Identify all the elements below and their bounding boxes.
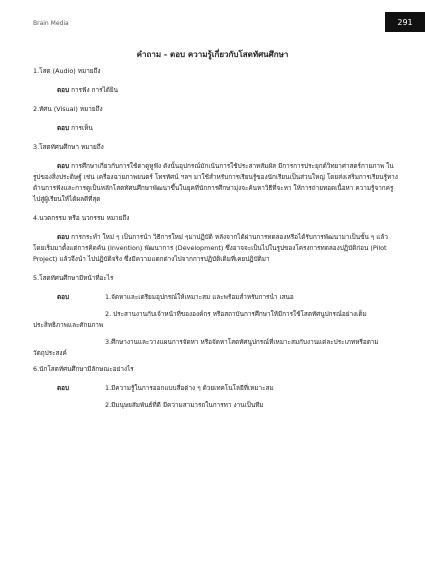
list-item-text: 1.จัดหาและเตรียมอุปกรณ์ให้เหมาะสม และพร้อมสำหรับการนำ เสนอ — [105, 293, 294, 301]
answer-2 — [33, 123, 398, 134]
list-item-text: 2. ประสานงานกับเจ้าหน้าที่ขององค์กร หรือสถาบันการศึกษาให้มีการใช้โสตทัศนูปกรณ์อย่างเต็มประสิทธิภาพและศักยภาพ — [33, 310, 367, 329]
answer-6-item-2 — [33, 400, 398, 411]
answer-label: ตอบ — [57, 293, 70, 301]
document-body — [33, 67, 398, 417]
answer-5-item-1 — [33, 292, 398, 303]
answer-3 — [33, 161, 398, 205]
answer-label: ตอบ — [57, 86, 70, 94]
list-item-text: 1.มีความรู้ในการออกแบบสื่อต่าง ๆ ด้วยเทคโนโลยีที่เหมาะสม — [105, 384, 274, 392]
question-5: 5.โสตทัศนศึกษามีหน้าที่อะไร — [33, 274, 114, 282]
answer-6-item-1 — [33, 383, 398, 394]
question-6: 6.นักโสตทัศนศึกษามีลักษณะอย่างไร — [33, 365, 134, 373]
answer-text: การกระทำ ใหม่ ๆ เป็นการนำ วิธีการใหม่ ๆมาปฏิบัติ หลังจากได้ผ่านการทดลองหรือได้รับการพัฒนามาเป็นขั้น ๆ แล้ว โดยเริ่มมาตั้งแต่การคิดค้น (Invention) พัฒนาการ (Development) ซึ่งอาจจะเป็นไปในรูปของโครงการทดลองปฏิบัติก่อน (Pilot Project) แล้วจึงนำ ไปปฏิบัติจริง ซึ่งมีความแตกต่างไปจากการปฏิบัติเดิมที่เคยปฏิบัติมา — [33, 233, 388, 263]
answer-5-item-3 — [33, 337, 398, 359]
answer-label: ตอบ — [57, 384, 70, 392]
question-1: 1.โสต (Audio) หมายถึง — [33, 67, 101, 75]
question-3: 3.โสตทัศนศึกษา หมายถึง — [33, 143, 104, 151]
list-item-text: 2.มีมนุษยสัมพันธ์ที่ดี มีความสามารถในการทา งานเป็นทีม — [105, 401, 264, 409]
header-brand: Brain Media — [33, 20, 69, 27]
answer-text: การเห็น — [71, 124, 93, 132]
answer-text: การฟัง การได้ยิน — [71, 86, 119, 94]
answer-label: ตอบ — [57, 233, 70, 241]
page-number-badge: 291 — [385, 12, 425, 32]
answer-label: ตอบ — [57, 124, 70, 132]
question-2: 2.ทัศน (Visual) หมายถึง — [33, 105, 103, 113]
answer-text: การศึกษาเกี่ยวกับการใช้ตาดูหูฟัง ดังนั้นอุปกรณ์มักเน้นการใช้ประสาทสัมผัส มีการการประยุกต์วิทยาศาสตร์กายภาพ ในรูปของสิ่งประดิษฐ์ เช่น เครื่องฉายภาพยนตร์ โทรทัศน์ ฯลฯ มาใช้สำหรับการเรียนรู้ของนักเรียนเป็นส่วนใหญ่ โดยส่งเสริมการเรียนรู้ทาง ด้านการฟังและการดูเป็นหลักโสตทัศนศึกษาพัฒนาขึ้นในยุคที่นักการศึกษามุ่งจะค้นหาวิธีที่จะหา ให้การถ่ายทอดเนื้อหา ความรู้จากครูไปสู่ผู้เรียนให้ได้ผลดีที่สุด — [33, 162, 398, 203]
answer-4 — [33, 232, 398, 265]
question-4: 4.นวตกรรม หรือ นวกรรม หมายถึง — [33, 214, 130, 222]
answer-5-item-2 — [33, 309, 398, 331]
page-title: คำถาม - ตอบ ความรู้เกี่ยวกับโสตทัศนศึกษา — [136, 50, 289, 59]
answer-label: ตอบ — [57, 162, 70, 170]
list-item-text: 3.ศึกษางานและวางแผนการจัดหา หรือจัดหาโสตทัศนูปกรณ์ที่เหมาะสมกับงานแต่ละประเภทหรือตามวัตถุประสงค์ — [33, 338, 379, 357]
answer-1 — [33, 85, 398, 96]
